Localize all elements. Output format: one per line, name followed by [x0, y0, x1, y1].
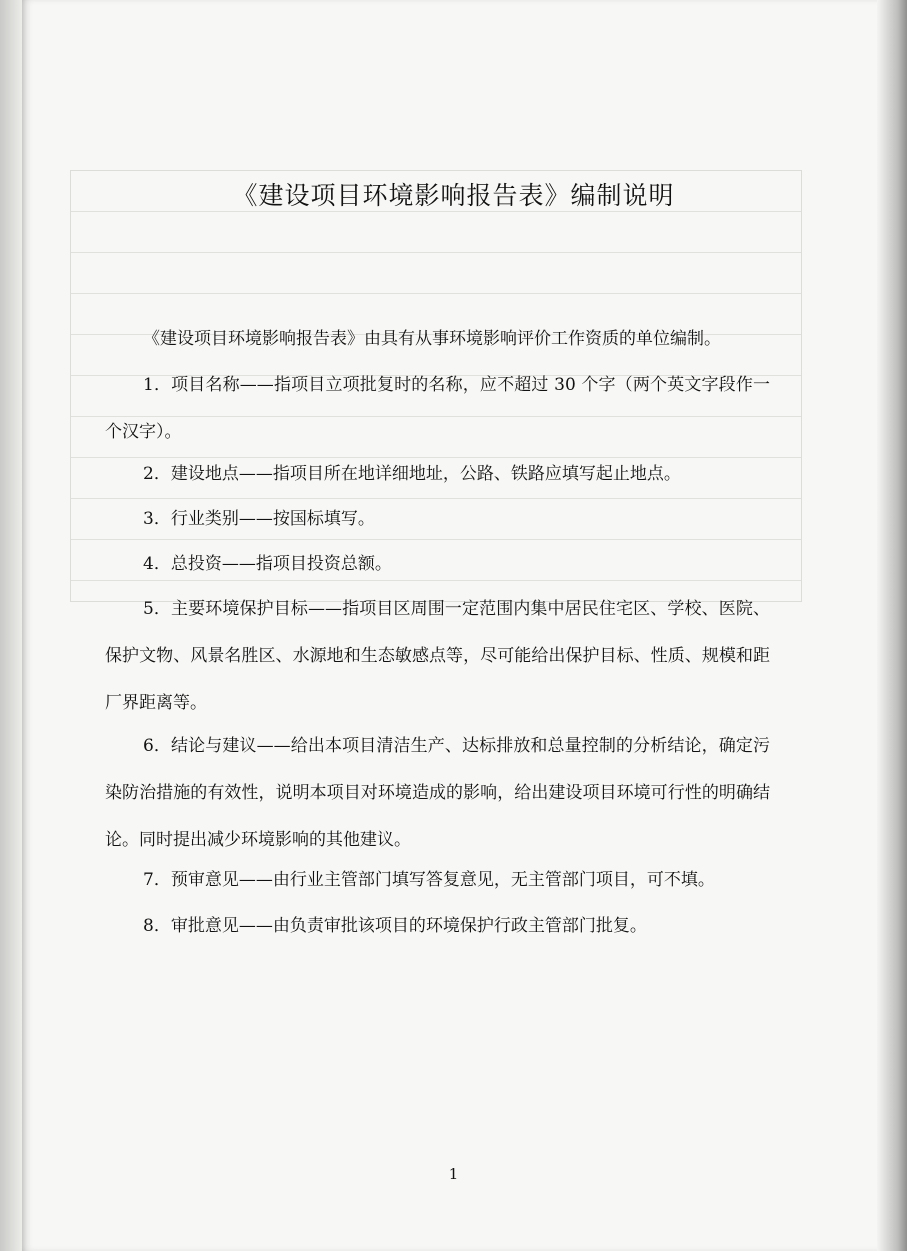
item-industry: 3．行业类别——按国标填写。	[143, 509, 375, 529]
page-title: 《建设项目环境影响报告表》编制说明	[232, 181, 675, 210]
intro-paragraph: 《建设项目环境影响报告表》由具有从事环境影响评价工作资质的单位编制。	[143, 329, 721, 349]
page-number: 1	[448, 1165, 459, 1183]
item-investment: 4．总投资——指项目投资总额。	[143, 554, 392, 574]
item-conclusion: 6．结论与建议——给出本项目清洁生产、达标排放和总量控制的分析结论，确定污染防治措施的有效性，说明本项目对环境造成的影响，给出建设项目环境可行性的明确结论。同时提出减少环境影响的其他建议。	[105, 736, 770, 850]
item-project-name: 1．项目名称——指项目立项批复时的名称，应不超过 30 个字（两个英文字段作一个汉字）。	[105, 375, 770, 442]
item-preliminary-review: 7．预审意见——由行业主管部门填写答复意见，无主管部门项目，可不填。	[143, 870, 715, 890]
item-approval: 8．审批意见——由负责审批该项目的环境保护行政主管部门批复。	[143, 916, 647, 936]
item-protection-targets: 5．主要环境保护目标——指项目区周围一定范围内集中居民住宅区、学校、医院、保护文物、风景名胜区、水源地和生态敏感点等，尽可能给出保护目标、性质、规模和距厂界距离等。	[105, 599, 770, 713]
item-location: 2．建设地点——指项目所在地详细地址，公路、铁路应填写起止地点。	[143, 464, 681, 484]
